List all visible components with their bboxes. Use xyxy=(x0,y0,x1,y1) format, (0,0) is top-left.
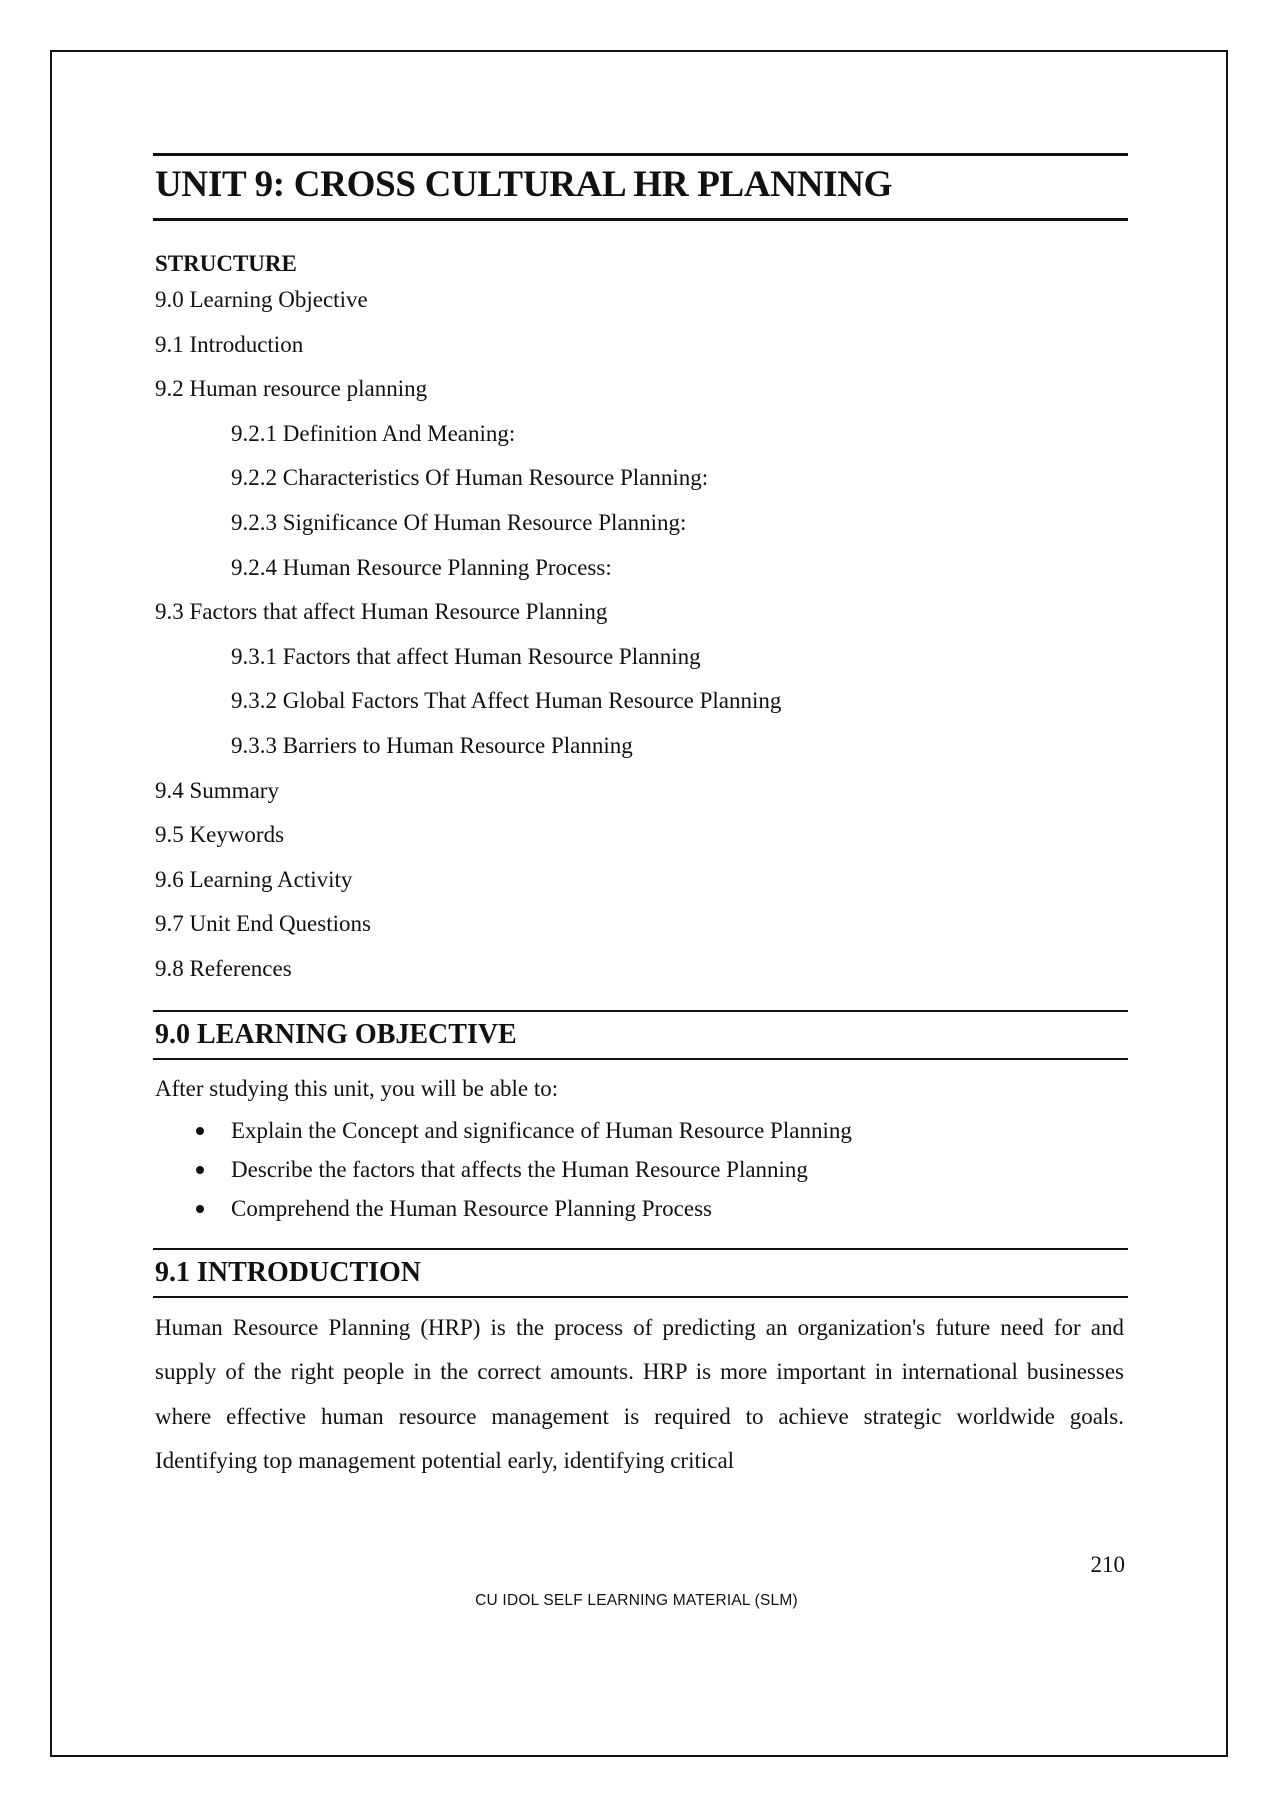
toc-item: 9.8 References xyxy=(155,955,292,981)
objective-item: Comprehend the Human Resource Planning Process xyxy=(153,1189,1128,1228)
introduction-paragraph: Human Resource Planning (HRP) is the process of predicting an organization's future need for and supply of the right people in the correct amounts. HRP is more important in international businesses where effective human resource management is required to achieve strategic worldwide goals. Identifying top management potential early, identifying critical xyxy=(155,1314,1124,1473)
title-bottom-rule xyxy=(153,218,1128,221)
page-content xyxy=(153,153,1128,1484)
section-heading: 9.1 INTRODUCTION xyxy=(155,1256,422,1288)
toc-item: 9.0 Learning Objective xyxy=(155,287,368,312)
structure-label: STRUCTURE xyxy=(155,251,297,276)
section-heading: 9.0 LEARNING OBJECTIVE xyxy=(155,1018,517,1050)
toc-subitem: 9.2.4 Human Resource Planning Process: xyxy=(231,554,612,580)
bullet-icon xyxy=(196,1205,204,1213)
toc-item: 9.2 Human resource planning xyxy=(155,376,428,402)
toc-subitem: 9.2.3 Significance Of Human Resource Planning: xyxy=(231,509,687,535)
toc-subitem: 9.3.2 Global Factors That Affect Human Resource Planning xyxy=(231,688,782,714)
bullet-icon xyxy=(196,1166,204,1174)
section-bottom-rule xyxy=(153,1058,1128,1060)
toc-item: 9.6 Learning Activity xyxy=(155,866,353,892)
section-bottom-rule xyxy=(153,1296,1128,1298)
objective-intro: After studying this unit, you will be able to: xyxy=(155,1075,559,1101)
structure-list xyxy=(153,278,1128,992)
toc-subitem: 9.3.3 Barriers to Human Resource Planning xyxy=(231,732,633,758)
toc-subitem: 9.3.1 Factors that affect Human Resource Planning xyxy=(231,643,701,669)
learning-objective-section xyxy=(153,1010,1128,1228)
unit-title: UNIT 9: CROSS CULTURAL HR PLANNING xyxy=(155,164,893,205)
toc-subitem: 9.2.2 Characteristics Of Human Resource Planning: xyxy=(231,465,709,491)
footer-text: CU IDOL SELF LEARNING MATERIAL (SLM) xyxy=(475,1592,798,1609)
objective-item: Describe the factors that affects the Human Resource Planning xyxy=(153,1150,1128,1189)
toc-item: 9.7 Unit End Questions xyxy=(155,911,371,937)
toc-item: 9.1 Introduction xyxy=(155,331,304,357)
page-number: 210 xyxy=(1090,1552,1125,1577)
objective-list xyxy=(153,1111,1128,1228)
objective-item: Explain the Concept and significance of Human Resource Planning xyxy=(153,1111,1128,1150)
toc-item: 9.5 Keywords xyxy=(155,822,285,848)
introduction-section xyxy=(153,1248,1128,1484)
toc-subitem: 9.2.1 Definition And Meaning: xyxy=(231,420,516,446)
bullet-icon xyxy=(196,1127,204,1135)
toc-item: 9.4 Summary xyxy=(155,777,279,803)
toc-item: 9.3 Factors that affect Human Resource Planning xyxy=(155,599,608,625)
